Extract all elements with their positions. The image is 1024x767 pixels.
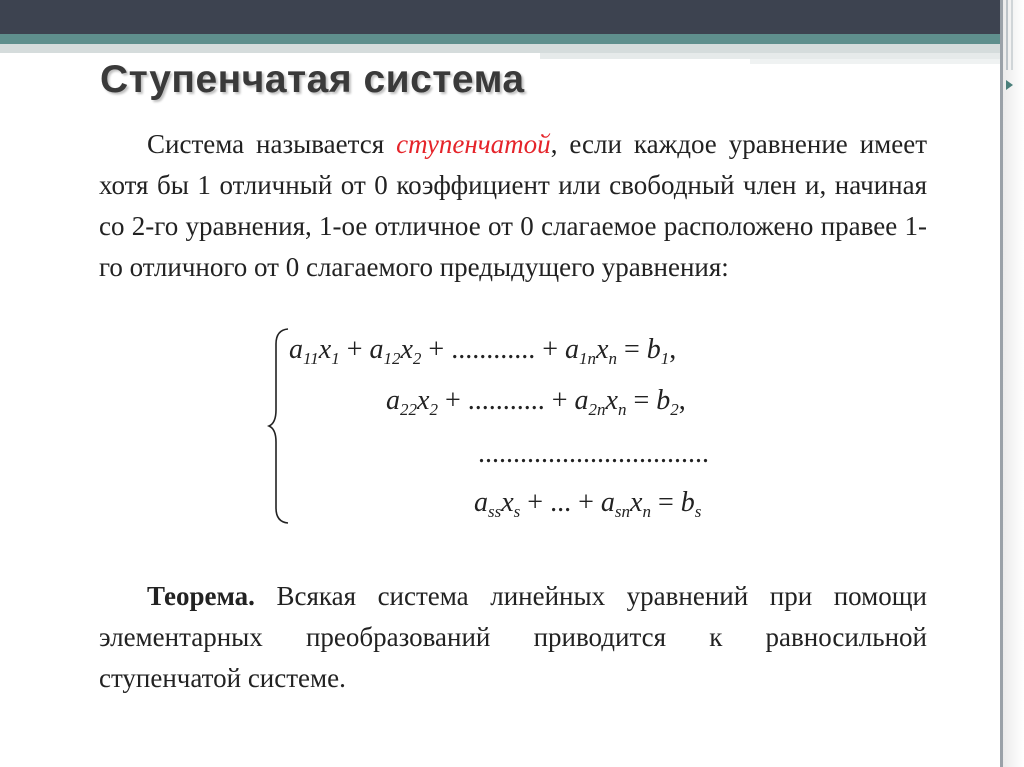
equation-2: $a_{22}x_2$ + ........... + $a_{2n}x_n = b_2$, [386,385,686,419]
definition-intro: Система называется [147,129,397,159]
equation-1: $a_{11}x_1 + a_{12}x_2$ + ............ + $a_{1n}x_n = b_1$, [289,334,677,368]
right-edge-line-3 [1011,0,1013,70]
equation-dots: ................................. [478,438,709,469]
theorem-paragraph [99,576,927,699]
definition-highlight: ступенчатой [396,129,551,159]
top-dark-bar [0,0,1000,34]
right-edge-line [1000,0,1003,767]
definition-rest: , если каждое уравнение имеет хотя бы 1 отличный от 0 коэффициент или свободный член и, начиная со 2-го уравнения, 1-ое отличное от 0 слагаемое расположено правее 1-го отличного от 0 слагаемого предыдущего уравнения: [99,129,927,282]
definition-paragraph [99,124,927,288]
top-thin-bar-2 [750,59,1000,64]
top-light-bar [0,44,1000,53]
theorem-text: Всякая система линейных уравнений при помощи элементарных преобразований приводится к равносильной ступенчатой системе. [99,581,927,693]
equation-s: $a_{ss}x_s$ + ... + $a_{sn}x_n = b_s$ [474,487,702,521]
right-edge-line-2 [1006,0,1008,70]
slide-title: Ступенчатая система [100,58,525,101]
corner-triangle-icon [1006,80,1013,90]
top-teal-bar [0,34,1000,44]
theorem-label: Теорема. [147,581,255,611]
right-edge-shadow [1000,0,1024,767]
